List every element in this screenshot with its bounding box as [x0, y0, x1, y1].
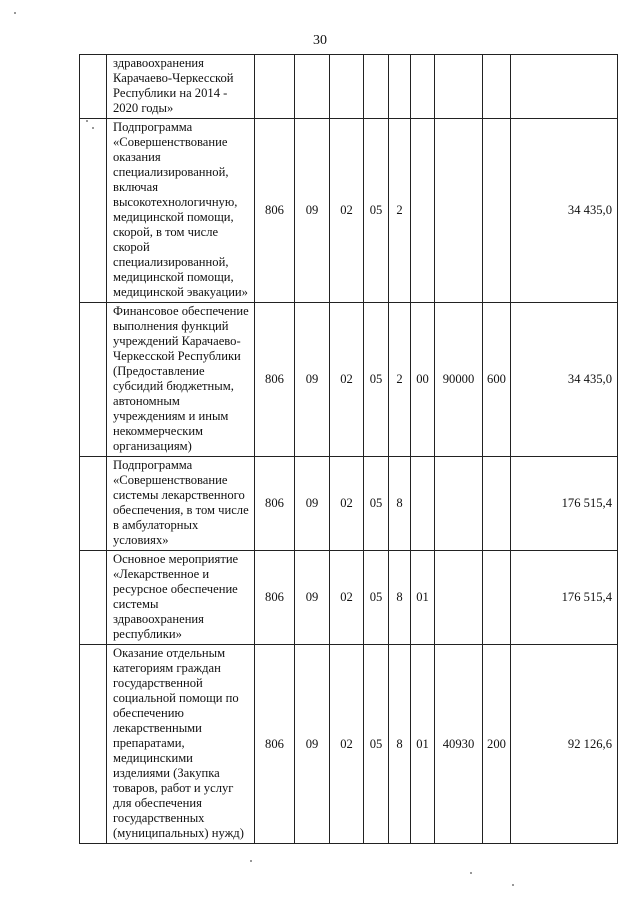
csr-event-cell — [411, 119, 435, 303]
csr-direction-cell — [435, 119, 483, 303]
table-row — [80, 119, 618, 303]
budget-table — [79, 54, 618, 844]
csr-event-cell: 00 — [411, 303, 435, 457]
csr-event-cell — [411, 55, 435, 119]
csr-direction-cell — [435, 457, 483, 551]
csr-event-cell — [411, 457, 435, 551]
csr-subprogram-cell: 8 — [389, 645, 411, 844]
csr-direction-cell — [435, 551, 483, 645]
scan-speck — [250, 860, 252, 862]
item-name-cell: Подпрограмма «Совершенствование системы лекарственного обеспечения, в том числе в амбулаторных условиях» — [107, 457, 255, 551]
pr-cell: 02 — [330, 119, 364, 303]
table-row — [80, 55, 618, 119]
csr-program-cell: 05 — [364, 645, 389, 844]
rz-cell: 09 — [295, 303, 330, 457]
item-name-cell: Финансовое обеспечение выполнения функций учреждений Карачаево-Черкесской Республики (Предоставление субсидий бюджетным, автономным учреждениям и иным некоммерческим организациям) — [107, 303, 255, 457]
csr-subprogram-cell: 2 — [389, 119, 411, 303]
pr-cell: 02 — [330, 457, 364, 551]
ved-cell: 806 — [255, 303, 295, 457]
rz-cell — [295, 55, 330, 119]
csr-direction-cell: 40930 — [435, 645, 483, 844]
blank-cell — [80, 303, 107, 457]
ved-cell — [255, 55, 295, 119]
csr-subprogram-cell: 8 — [389, 457, 411, 551]
amount-cell: 176 515,4 — [511, 457, 618, 551]
csr-subprogram-cell: 2 — [389, 303, 411, 457]
vr-cell: 200 — [483, 645, 511, 844]
csr-program-cell: 05 — [364, 551, 389, 645]
csr-event-cell: 01 — [411, 645, 435, 844]
table-row — [80, 551, 618, 645]
vr-cell — [483, 457, 511, 551]
csr-program-cell: 05 — [364, 119, 389, 303]
csr-direction-cell: 90000 — [435, 303, 483, 457]
rz-cell: 09 — [295, 457, 330, 551]
vr-cell — [483, 55, 511, 119]
table-row — [80, 457, 618, 551]
csr-program-cell — [364, 55, 389, 119]
rz-cell: 09 — [295, 551, 330, 645]
rz-cell: 09 — [295, 119, 330, 303]
ved-cell: 806 — [255, 645, 295, 844]
table-row — [80, 645, 618, 844]
pr-cell: 02 — [330, 645, 364, 844]
scan-speck — [470, 872, 472, 874]
pr-cell: 02 — [330, 551, 364, 645]
scan-speck — [92, 127, 94, 129]
vr-cell: 600 — [483, 303, 511, 457]
blank-cell — [80, 119, 107, 303]
ved-cell: 806 — [255, 119, 295, 303]
vr-cell — [483, 551, 511, 645]
csr-direction-cell — [435, 55, 483, 119]
amount-cell: 34 435,0 — [511, 119, 618, 303]
blank-cell — [80, 645, 107, 844]
amount-cell: 34 435,0 — [511, 303, 618, 457]
ved-cell: 806 — [255, 457, 295, 551]
csr-subprogram-cell — [389, 55, 411, 119]
amount-cell — [511, 55, 618, 119]
item-name-cell: здравоохранения Карачаево-Черкесской Республики на 2014 - 2020 годы» — [107, 55, 255, 119]
blank-cell — [80, 457, 107, 551]
csr-program-cell: 05 — [364, 457, 389, 551]
pr-cell: 02 — [330, 303, 364, 457]
rz-cell: 09 — [295, 645, 330, 844]
csr-program-cell: 05 — [364, 303, 389, 457]
blank-cell — [80, 551, 107, 645]
csr-event-cell: 01 — [411, 551, 435, 645]
scan-speck — [14, 12, 16, 14]
ved-cell: 806 — [255, 551, 295, 645]
scan-speck — [512, 884, 514, 886]
item-name-cell: Основное мероприятие «Лекарственное и ресурсное обеспечение системы здравоохранения республики» — [107, 551, 255, 645]
page-number: 30 — [313, 33, 327, 48]
pr-cell — [330, 55, 364, 119]
amount-cell: 92 126,6 — [511, 645, 618, 844]
item-name-cell: Подпрограмма «Совершенствование оказания специализированной, включая высокотехнологичную, медицинской помощи, скорой, в том числе скорой специализированной, медицинской помощи, медицинской эвакуации» — [107, 119, 255, 303]
blank-cell — [80, 55, 107, 119]
amount-cell: 176 515,4 — [511, 551, 618, 645]
csr-subprogram-cell: 8 — [389, 551, 411, 645]
scan-speck — [86, 120, 88, 122]
item-name-cell: Оказание отдельным категориям граждан государственной социальной помощи по обеспечению лекарственными препаратами, медицинскими изделиями (Закупка товаров, работ и услуг для обеспечения государственных (муниципальных) нужд) — [107, 645, 255, 844]
table-row — [80, 303, 618, 457]
vr-cell — [483, 119, 511, 303]
